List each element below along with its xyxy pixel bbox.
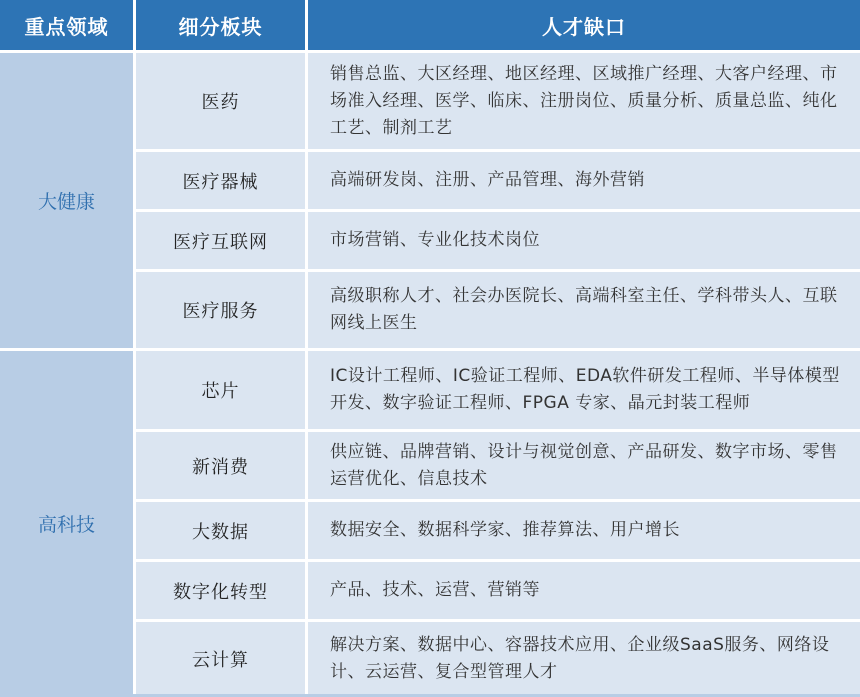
talent-gap-cell: IC设计工程师、IC验证工程师、EDA软件研发工程师、半导体模型开发、数字验证工程师、FPGA 专家、晶元封装工程师 [308, 351, 860, 429]
header-segment: 细分板块 [136, 0, 305, 50]
segment-cell: 芯片 [136, 351, 305, 429]
talent-gap-cell: 解决方案、数据中心、容器技术应用、企业级SaaS服务、网络设计、云运营、复合型管理人才 [308, 622, 860, 696]
segment-cell: 医疗服务 [136, 272, 305, 348]
domain-cell-hightech: 高科技 [0, 351, 133, 696]
segment-cell: 医疗互联网 [136, 212, 305, 269]
domain-cell-health: 大健康 [0, 53, 133, 348]
talent-gap-cell: 供应链、品牌营销、设计与视觉创意、产品研发、数字市场、零售运营优化、信息技术 [308, 432, 860, 499]
segment-cell: 医疗器械 [136, 152, 305, 209]
talent-gap-cell: 市场营销、专业化技术岗位 [308, 212, 860, 269]
header-domain: 重点领域 [0, 0, 133, 50]
talent-gap-cell: 高端研发岗、注册、产品管理、海外营销 [308, 152, 860, 209]
segment-cell: 云计算 [136, 622, 305, 696]
talent-gap-cell: 高级职称人才、社会办医院长、高端科室主任、学科带头人、互联网线上医生 [308, 272, 860, 348]
talent-gap-cell: 产品、技术、运营、营销等 [308, 562, 860, 619]
segment-cell: 医药 [136, 53, 305, 149]
talent-gap-cell: 销售总监、大区经理、地区经理、区域推广经理、大客户经理、市场准入经理、医学、临床、注册岗位、质量分析、质量总监、纯化工艺、制剂工艺 [308, 53, 860, 149]
segment-cell: 新消费 [136, 432, 305, 499]
header-gap: 人才缺口 [308, 0, 860, 50]
segment-cell: 数字化转型 [136, 562, 305, 619]
talent-gap-cell: 数据安全、数据科学家、推荐算法、用户增长 [308, 502, 860, 559]
segment-cell: 大数据 [136, 502, 305, 559]
